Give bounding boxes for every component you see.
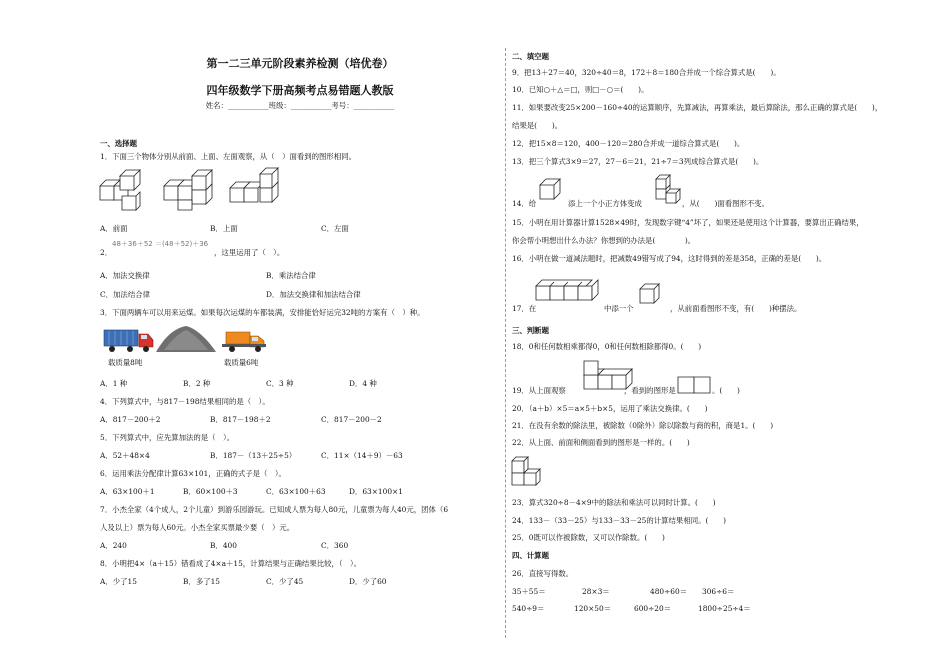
question-7-line2: 人及以上）票为每人60元。小杰全家买票最少要（ ）元。: [100, 523, 295, 532]
q4-option-b[interactable]: B．817－198＋2: [210, 415, 271, 424]
q7-option-b[interactable]: B．400: [210, 541, 237, 550]
q8-option-d[interactable]: D．少了60: [349, 577, 387, 586]
orange-dump-truck: [222, 332, 266, 352]
question-2: ，这里运用了（ ）。: [214, 248, 285, 257]
q8-option-b[interactable]: B．多了15: [183, 577, 221, 586]
q1-option-c[interactable]: C．左面: [321, 224, 349, 233]
q5-option-b[interactable]: B．187－（13＋25÷5）: [210, 451, 297, 460]
question-17-part3: ，从前面看图形不变，有( )种摆法。: [670, 304, 802, 313]
question-17-part2: 中添一个: [604, 304, 634, 313]
calc-item: 480÷60＝: [650, 587, 688, 596]
q3-option-d[interactable]: D．4 种: [349, 379, 377, 388]
cube-figure-1: [100, 170, 140, 210]
q22-cube-figure: [512, 455, 548, 489]
question-19-part3: 。( ): [712, 386, 740, 395]
page-subtitle: 四年级数学下册高频考点易错题人教版: [206, 84, 394, 97]
calc-item: 28×3＝: [582, 587, 610, 596]
question-5: 5．下列算式中，应先算加法的是（ ）。: [100, 433, 235, 442]
q8-option-c[interactable]: C．少了45: [266, 577, 304, 586]
question-7-line1: 7．小杰全家（4个成人，2个儿童）到游乐园游玩。已知成人票为每人80元，儿童票为每人40元，团体（6: [100, 505, 449, 514]
calc-item: 540÷9＝: [512, 604, 545, 613]
question-6: 6．运用乘法分配律计算63×101，正确的式子是（ ）。: [100, 469, 286, 478]
q17-single-cube: [640, 283, 666, 307]
question-8: 8．小明把4×（a＋15）错看成了4×a＋15，计算结果与正确结果比较，（ ）。: [100, 559, 362, 568]
page-title: 第一二三单元阶段素养检测（培优卷）: [206, 57, 394, 70]
q5-option-c[interactable]: C．11×（14＋9）－63: [321, 451, 403, 460]
cube-figure-2: [164, 170, 212, 210]
question-11-line2: 结果是( )。: [512, 121, 563, 130]
q14-figure-before: [540, 175, 570, 205]
question-23: 23．算式320÷8－4×9中的除法和乘法可以同时计算。( ): [512, 498, 716, 507]
calc-item: 306÷6＝: [702, 587, 735, 596]
blue-truck: [104, 330, 153, 352]
question-12: 12．把15×8＝120，400－120＝280合并成一道综合算式是( )。: [512, 139, 745, 148]
question-26: 26．直接写得数。: [512, 569, 574, 578]
calc-item: 1800÷25÷4＝: [698, 604, 751, 613]
q1-option-a[interactable]: A．前面: [100, 224, 128, 233]
q8-option-a[interactable]: A．少了15: [100, 577, 137, 586]
q2-option-b[interactable]: B．乘法结合律: [266, 271, 316, 280]
question-19-part2: ，看到的图形是: [624, 386, 676, 395]
student-info-line: 姓名：___________班级：___________考号：___________: [205, 101, 395, 110]
q2-option-d[interactable]: D．加法交换律和加法结合律: [266, 290, 361, 299]
q3-trucks-illustration: [104, 324, 274, 360]
calc-item: 600÷20＝: [634, 604, 672, 613]
q4-option-a[interactable]: A．817－200＋2: [100, 415, 161, 424]
question-25: 25．0既可以作被除数，又可以作除数。( ): [512, 533, 665, 542]
q6-option-c[interactable]: C．63×100＋63: [266, 487, 326, 496]
question-4: 4．下列算式中，与817－198结果相同的是（ ）。: [100, 397, 270, 406]
question-14-part1: 14．给: [512, 199, 537, 208]
question-10: 10．已知○＋△＝□，则□－○＝( )。: [512, 85, 649, 94]
q3-truck2-label: 载质量6吨: [224, 358, 259, 367]
q3-option-b[interactable]: B．2 种: [183, 379, 211, 388]
q3-option-a[interactable]: A．1 种: [100, 379, 128, 388]
q6-option-b[interactable]: B．60×100＋3: [183, 487, 238, 496]
section-fill-heading: 二、填空题: [512, 52, 549, 61]
section-choice-heading: 一、选择题: [100, 139, 137, 148]
cube-figure-3: [230, 168, 278, 202]
q6-option-a[interactable]: A．63×100＋1: [100, 487, 155, 496]
calc-item: 35＋55＝: [512, 587, 546, 596]
question-14-part3: ，从( )面看图形不变。: [682, 199, 770, 208]
q1-option-b[interactable]: B．上面: [210, 224, 238, 233]
q3-option-c[interactable]: C．3 种: [266, 379, 294, 388]
q1-cube-figures: [100, 170, 340, 214]
q2-formula: 48＋36＋52 ＝(48＋52)＋36: [112, 240, 209, 248]
coal-pile: [156, 326, 216, 352]
question-2-number: 2．: [100, 248, 113, 257]
question-13: 13．把三个算式3×9＝27，27－6＝21，21÷7＝3列成综合算式是( )。: [512, 157, 764, 166]
question-3: 3．下面两辆车可以用来运煤。如果每次运煤的车都装满，安排能恰好运完32吨的方案有（ ）种。: [100, 308, 425, 317]
question-20: 20．（a＋b）×5＝a×5＋b×5，运用了乘法交换律。( ): [512, 404, 708, 413]
question-11-line1: 11．如果要改变25×200－160÷40的运算顺序，先算减法，再算乘法，最后算除法，那么正确的算式是( )，: [512, 103, 883, 112]
calc-item: 120×50＝: [574, 604, 612, 613]
question-15-line2: 你会帮小明想出什么办法？你想到的办法是( )。: [512, 236, 696, 245]
q17-figure-row: [536, 278, 616, 304]
q2-option-a[interactable]: A．加法交换律: [100, 271, 150, 280]
section-judge-heading: 三、判断题: [512, 326, 549, 335]
q19-figure-top-view: [678, 377, 712, 395]
q2-option-c[interactable]: C．加法结合律: [100, 290, 150, 299]
q7-option-a[interactable]: A．240: [100, 541, 127, 550]
question-1: 1．下面三个物体分别从前面、上面、左面观察，从（ ）面看到的图形相同。: [100, 152, 356, 161]
section-calc-heading: 四、计算题: [512, 551, 549, 560]
question-9: 9．把13＋27＝40，320÷40＝8，172＋8＝180合并成一个综合算式是( )。: [512, 68, 781, 77]
question-14-part2: 添上一个小正方体变成: [568, 199, 642, 208]
column-divider: [505, 48, 506, 638]
question-17-part1: 17．在: [512, 304, 537, 313]
q3-truck1-label: 载质量8吨: [108, 358, 143, 367]
question-16: 16．小明在做一道减法题时，把减数49错写成了94，这时得到的差是358，正确的差是( )。: [512, 254, 827, 263]
q7-option-c[interactable]: C．360: [321, 541, 349, 550]
question-24: 24．133－（33－25）与133－33－25的计算结果相同。( ): [512, 516, 727, 525]
q6-option-d[interactable]: D．63×100×1: [349, 487, 403, 496]
question-21: 21．在没有余数的除法里，被除数（0除外）除以除数与商的积，商是1。( ): [512, 421, 774, 430]
q4-option-c[interactable]: C．817－200－2: [321, 415, 382, 424]
question-15-line1: 15．小明在用计算器计算1528×49时，发现数字键“4”坏了，如果还是使用这个计算器，要算出正确结果，: [512, 218, 864, 227]
question-18: 18．0和任何数相乘都得0，0和任何数相除都得0。( ): [512, 342, 702, 351]
question-19-part1: 19．从上面观察: [512, 386, 566, 395]
q5-option-a[interactable]: A．52＋48×4: [100, 451, 150, 460]
question-22: 22．从上面、前面和侧面看到的图形是一样的。( ): [512, 438, 690, 447]
